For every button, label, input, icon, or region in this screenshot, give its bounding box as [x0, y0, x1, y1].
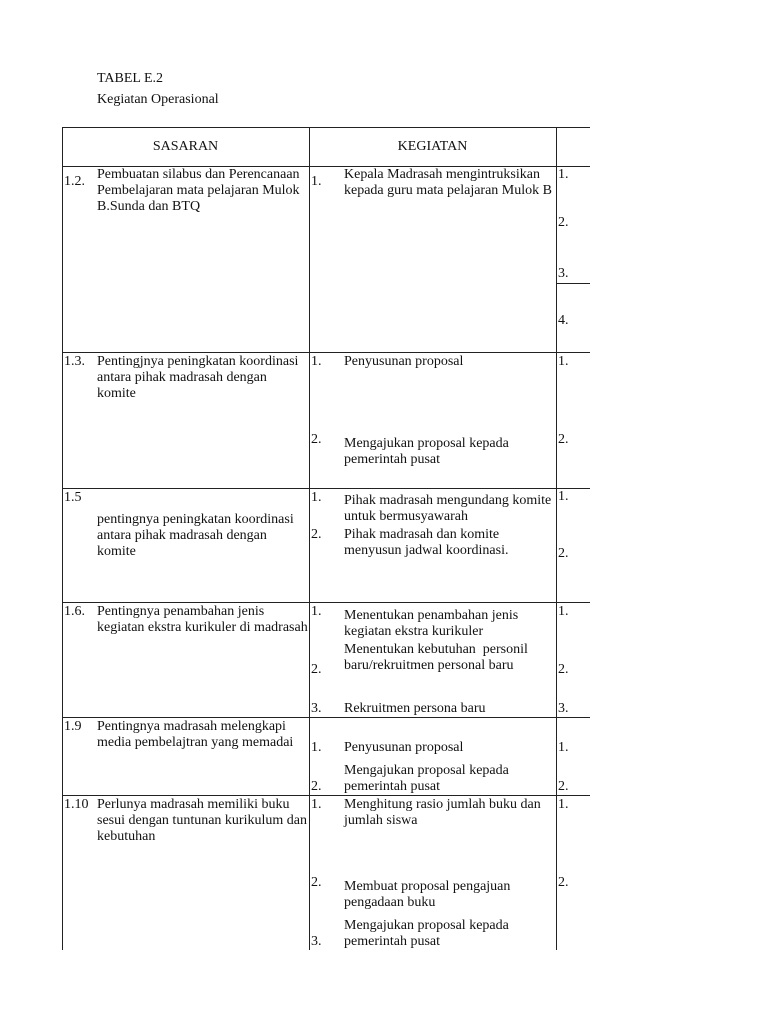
- kegiatan-number: 2.: [311, 432, 322, 447]
- third-col-number: 1.: [558, 489, 569, 504]
- table-left-border: [62, 127, 63, 950]
- kegiatan-number: 1.: [311, 797, 322, 812]
- row-code: 1.5: [64, 490, 82, 505]
- sasaran-cell: Pentingnya penambahan jenis kegiatan ekstra kurikuler di madrasah: [97, 604, 308, 635]
- third-col-number: 2.: [558, 432, 569, 447]
- kegiatan-number: 3.: [311, 934, 322, 949]
- kegiatan-number: 3.: [311, 701, 322, 716]
- row-divider: [62, 795, 590, 796]
- third-col-number: 2.: [558, 875, 569, 890]
- third-col-number: 2.: [558, 779, 569, 794]
- kegiatan-text: Kepala Madrasah mengintruksikan kepada guru mata pelajaran Mulok B: [344, 167, 552, 198]
- table-top-border: [62, 127, 590, 128]
- kegiatan-text: Pihak madrasah mengundang komite untuk bermusyawarah: [344, 493, 552, 524]
- kegiatan-number: 1.: [311, 354, 322, 369]
- row-code: 1.2.: [64, 174, 85, 189]
- kegiatan-number: 2.: [311, 779, 322, 794]
- third-col-number: 1.: [558, 354, 569, 369]
- table-subtitle: Kegiatan Operasional: [97, 92, 219, 107]
- third-col-number: 1.: [558, 167, 569, 182]
- kegiatan-text: Mengajukan proposal kepada pemerintah pusat: [344, 436, 509, 467]
- sasaran-cell: Pembuatan silabus dan Perencanaan Pembelajaran mata pelajaran Mulok B.Sunda dan BTQ: [97, 167, 300, 214]
- row-code: 1.9: [64, 719, 82, 734]
- row-divider: [62, 602, 590, 603]
- row-code: 1.3.: [64, 354, 85, 369]
- kegiatan-text: Membuat proposal pengajuan pengadaan buku: [344, 879, 511, 910]
- third-col-number: 3.: [558, 701, 569, 716]
- column-divider-kegiatan: [556, 127, 557, 950]
- header-sasaran: SASARAN: [152, 139, 219, 154]
- third-col-number: 2.: [558, 662, 569, 677]
- kegiatan-text: Menghitung rasio jumlah buku dan jumlah siswa: [344, 797, 541, 828]
- kegiatan-text: Penyusunan proposal: [344, 740, 464, 755]
- kegiatan-text: Menentukan penambahan jenis kegiatan ekstra kurikuler: [344, 608, 519, 639]
- third-col-number: 2.: [558, 546, 569, 561]
- third-col-number: 1.: [558, 604, 569, 619]
- third-col-number: 1.: [558, 797, 569, 812]
- row-code: 1.10: [64, 797, 89, 812]
- sasaran-cell: pentingnya peningkatan koordinasi antara pihak madrasah dengan komite: [97, 512, 294, 559]
- column-divider-sasaran: [309, 127, 310, 950]
- third-col-number: 4.: [558, 313, 569, 328]
- kegiatan-text: Pihak madrasah dan komite menyusun jadwal koordinasi.: [344, 527, 509, 558]
- sasaran-cell: Pentingnya madrasah melengkapi media pembelajtran yang memadai: [97, 719, 294, 750]
- sasaran-cell: Perlunya madrasah memiliki buku sesui dengan tuntunan kurikulum dan kebutuhan: [97, 797, 307, 844]
- row-code: 1.6.: [64, 604, 85, 619]
- third-column-subdivider: [557, 283, 590, 284]
- kegiatan-number: 2.: [311, 662, 322, 677]
- kegiatan-text: Mengajukan proposal kepada pemerintah pusat: [344, 763, 509, 794]
- kegiatan-number: 1.: [311, 604, 322, 619]
- kegiatan-text: Penyusunan proposal: [344, 354, 464, 369]
- kegiatan-number: 2.: [311, 527, 322, 542]
- third-col-number: 1.: [558, 740, 569, 755]
- kegiatan-text: Rekruitmen persona baru: [344, 701, 486, 716]
- row-divider: [62, 352, 590, 353]
- kegiatan-number: 1.: [311, 174, 322, 189]
- sasaran-cell: Pentingjnya peningkatan koordinasi antara pihak madrasah dengan komite: [97, 354, 299, 401]
- row-divider: [62, 488, 590, 489]
- kegiatan-number: 1.: [311, 490, 322, 505]
- kegiatan-number: 1.: [311, 740, 322, 755]
- row-divider: [62, 717, 590, 718]
- kegiatan-text: Menentukan kebutuhan personil baru/rekruitmen personal baru: [344, 642, 528, 673]
- kegiatan-number: 2.: [311, 875, 322, 890]
- third-col-number: 2.: [558, 215, 569, 230]
- third-col-number: 3.: [558, 266, 569, 281]
- header-kegiatan: KEGIATAN: [397, 139, 468, 154]
- table-title: TABEL E.2: [97, 71, 164, 86]
- kegiatan-text: Mengajukan proposal kepada pemerintah pusat: [344, 918, 509, 949]
